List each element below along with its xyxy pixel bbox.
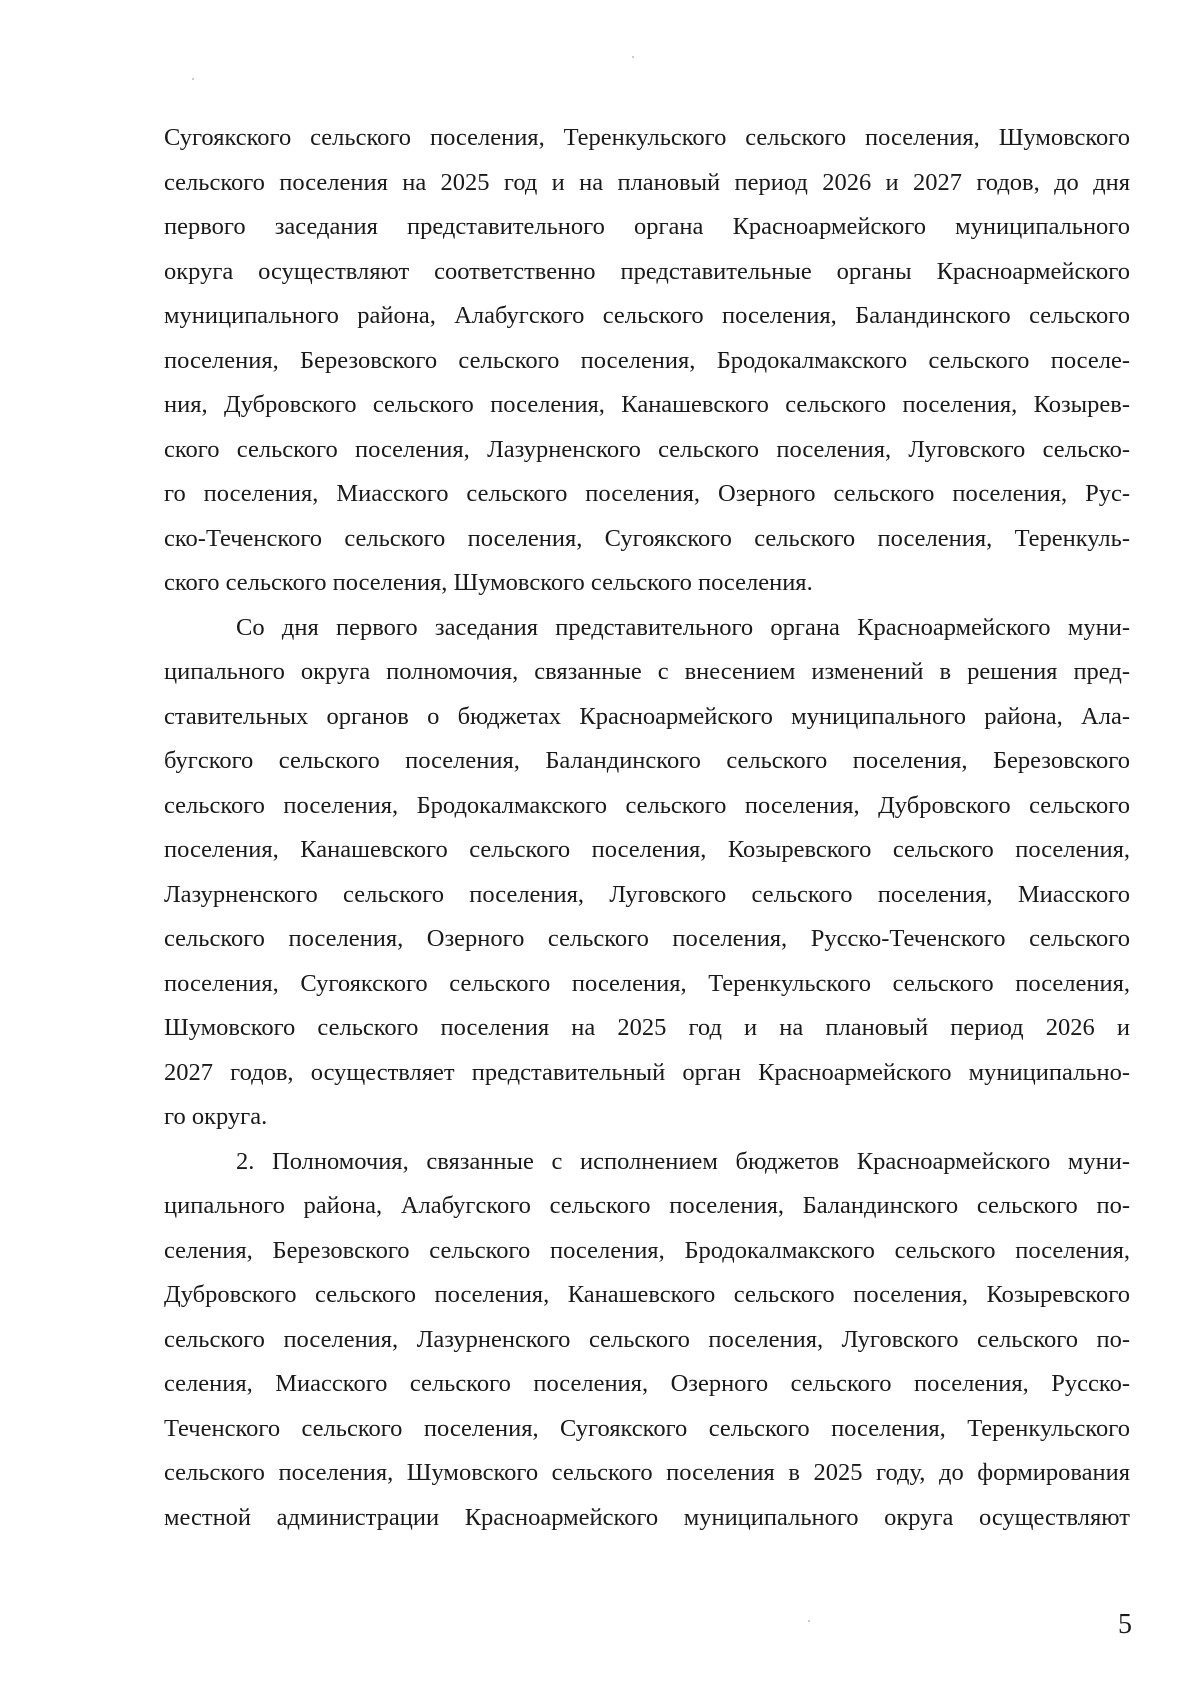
text-line: 2027 годов, осуществляет представительный орган Красноармейского муниципально- (164, 1058, 1130, 1086)
document-body (164, 116, 1130, 1540)
text-line: Теченского сельского поселения, Сугоякского сельского поселения, Теренкульского (164, 1414, 1130, 1442)
text-line: ципального района, Алабугского сельского поселения, Баландинского сельского по- (164, 1192, 1130, 1219)
text-line: Со дня первого заседания представительного органа Красноармейского муни- (236, 613, 1130, 641)
paragraph-3 (164, 1140, 1130, 1541)
text-line: Сугоякского сельского поселения, Теренкульского сельского поселения, Шумовского (164, 124, 1130, 151)
text-line: ского сельского поселения, Шумовского сельского поселения. (164, 569, 813, 596)
text-line: го округа. (164, 1103, 268, 1130)
text-line: Дубровского сельского поселения, Канашевского сельского поселения, Козыревского (164, 1281, 1130, 1308)
text-line: селения, Миасского сельского поселения, Озерного сельского поселения, Русско- (164, 1370, 1130, 1397)
text-line: 2. Полномочия, связанные с исполнением бюджетов Красноармейского муни- (236, 1147, 1130, 1175)
scan-speck (192, 78, 194, 80)
text-line: местной администрации Красноармейского муниципального округа осуществляют (164, 1503, 1130, 1531)
text-line: сельского поселения, Лазурненского сельского поселения, Луговского сельского по- (164, 1325, 1130, 1353)
text-line: сельского поселения, Озерного сельского поселения, Русско-Теченского сельского (164, 925, 1130, 952)
text-line: ципального округа полномочия, связанные с внесением изменений в решения пред- (164, 658, 1130, 685)
text-line: Лазурненского сельского поселения, Луговского сельского поселения, Миасского (164, 880, 1130, 908)
paragraph-2 (164, 606, 1130, 1140)
text-line: го поселения, Миасского сельского поселения, Озерного сельского поселения, Рус- (164, 480, 1130, 507)
text-line: муниципального района, Алабугского сельского поселения, Баландинского сельского (164, 302, 1130, 329)
page-number: 5 (1118, 1609, 1132, 1640)
scan-speck (808, 1620, 810, 1622)
paragraph-1 (164, 116, 1130, 606)
text-line: первого заседания представительного органа Красноармейского муниципального (164, 213, 1130, 240)
text-line: ско-Теченского сельского поселения, Сугоякского сельского поселения, Теренкуль- (164, 524, 1130, 552)
text-line: округа осуществляют соответственно представительные органы Красноармейского (164, 257, 1130, 285)
text-line: сельского поселения, Бродокалмакского сельского поселения, Дубровского сельского (164, 791, 1130, 819)
scan-speck (632, 56, 634, 58)
text-line: бугского сельского поселения, Баландинского сельского поселения, Березовского (164, 747, 1130, 774)
text-line: поселения, Сугоякского сельского поселения, Теренкульского сельского поселения, (164, 969, 1130, 997)
text-line: сельского поселения, Шумовского сельского поселения в 2025 году, до формирования (164, 1459, 1130, 1486)
text-line: поселения, Березовского сельского поселения, Бродокалмакского сельского поселе- (164, 346, 1130, 374)
text-line: селения, Березовского сельского поселения, Бродокалмакского сельского поселения, (164, 1236, 1130, 1264)
text-line: ставительных органов о бюджетах Красноармейского муниципального района, Ала- (164, 702, 1130, 730)
text-line: поселения, Канашевского сельского поселения, Козыревского сельского поселения, (164, 836, 1130, 863)
text-line: сельского поселения на 2025 год и на плановый период 2026 и 2027 годов, до дня (164, 168, 1130, 196)
text-line: ния, Дубровского сельского поселения, Канашевского сельского поселения, Козырев- (164, 391, 1130, 418)
text-line: ского сельского поселения, Лазурненского сельского поселения, Луговского сельско- (164, 435, 1130, 463)
text-line: Шумовского сельского поселения на 2025 год и на плановый период 2026 и (164, 1014, 1130, 1041)
